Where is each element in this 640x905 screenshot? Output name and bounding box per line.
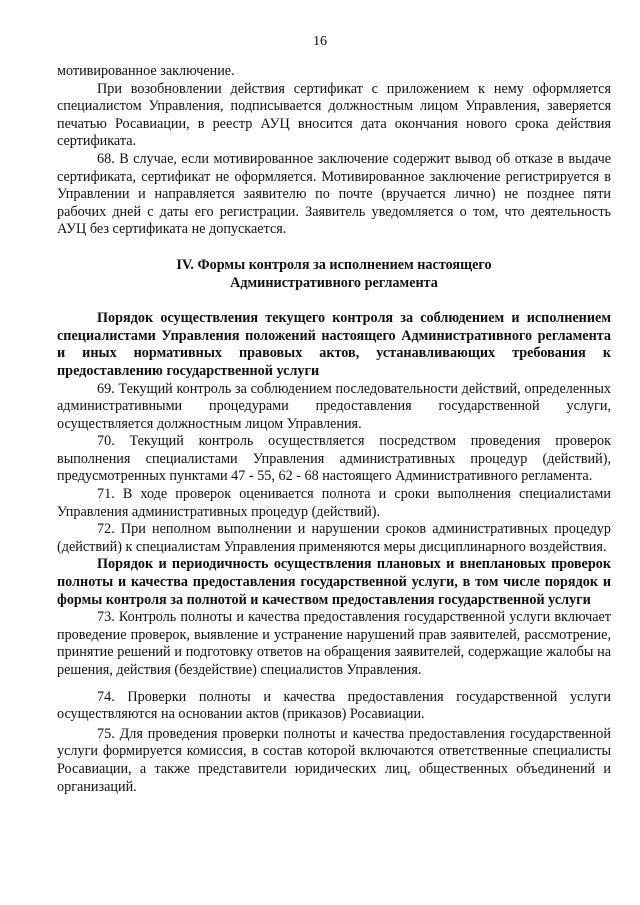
paragraph-renewal: При возобновлении действия сертификат с приложением к нему оформляется специалистом Управления, подписывается должностным лицом Управления, заверяется печатью Росавиации, в реестр АУЦ вносится дата окончания нового срока действия сертификата. [57, 80, 611, 150]
paragraph-75: 75. Для проведения проверки полноты и качества предоставления государственной услуги формируется комиссия, в состав которой включаются ответственные специалисты Росавиации, а также представители юридических лиц, общественных объединений и организаций. [57, 725, 611, 795]
paragraph-71: 71. В ходе проверок оценивается полнота и сроки выполнения специалистами Управления административных процедур (действий). [57, 486, 611, 520]
spacer [57, 239, 611, 257]
subheading-inspections: Порядок и периодичность осуществления плановых и внеплановых проверок полноты и качества предоставления государственной услуги, в том числе порядок и формы контроля за полнотой и качеством предоставления государственной услуги [57, 556, 611, 608]
subheading-current-control: Порядок осуществления текущего контроля за соблюдением и исполнением специалистами Управления положений настоящего Административного регламента и иных нормативных правовых актов, устанавливающих требования к предоставлению государственной услуги [57, 310, 611, 379]
paragraph-continuation: мотивированное заключение. [57, 63, 235, 79]
paragraph-69: 69. Текущий контроль за соблюдением последовательности действий, определенных административными процедурами предоставления государственной услуги, осуществляется должностным лицом Управления. [57, 380, 611, 432]
section-heading-line-2: Административного регламента [230, 274, 438, 291]
paragraph-74: 74. Проверки полноты и качества предоставления государственной услуги осуществляются на основании актов (приказов) Росавиации. [57, 688, 611, 723]
paragraph-70: 70. Текущий контроль осуществляется посредством проведения проверок выполнения специалистами Управления административных процедур (действий), предусмотренных пунктами 47 - 55, 62 - 68 настоящего Административного регламента. [57, 433, 611, 485]
page-number: 16 [313, 34, 327, 49]
spacer [57, 292, 611, 310]
paragraph-68: 68. В случае, если мотивированное заключение содержит вывод об отказе в выдаче сертификата, сертификат не оформляется. Мотивированное заключение регистрируется в Управлении и направляется заявителю по почте (вручается лично) не позднее пяти рабочих дней с даты его регистрации. Заявитель уведомляется о том, что деятельность АУЦ без сертификата не допускается. [57, 150, 611, 238]
spacer [57, 680, 611, 689]
section-heading-line-1: IV. Формы контроля за исполнением настоящего [176, 256, 492, 273]
paragraph-73: 73. Контроль полноты и качества предоставления государственной услуги включает проведение проверок, выявление и устранение нарушений прав заявителей, рассмотрение, принятие решений и подготовку ответов на обращения заявителей, содержащие жалобы на решения, действия (бездействие) специалистов Управления. [57, 609, 611, 678]
document-body [57, 63, 611, 796]
paragraph-72: 72. При неполном выполнении и нарушении сроков административных процедур (действий) к специалистам Управления применяются меры дисциплинарного воздействия. [57, 521, 611, 555]
